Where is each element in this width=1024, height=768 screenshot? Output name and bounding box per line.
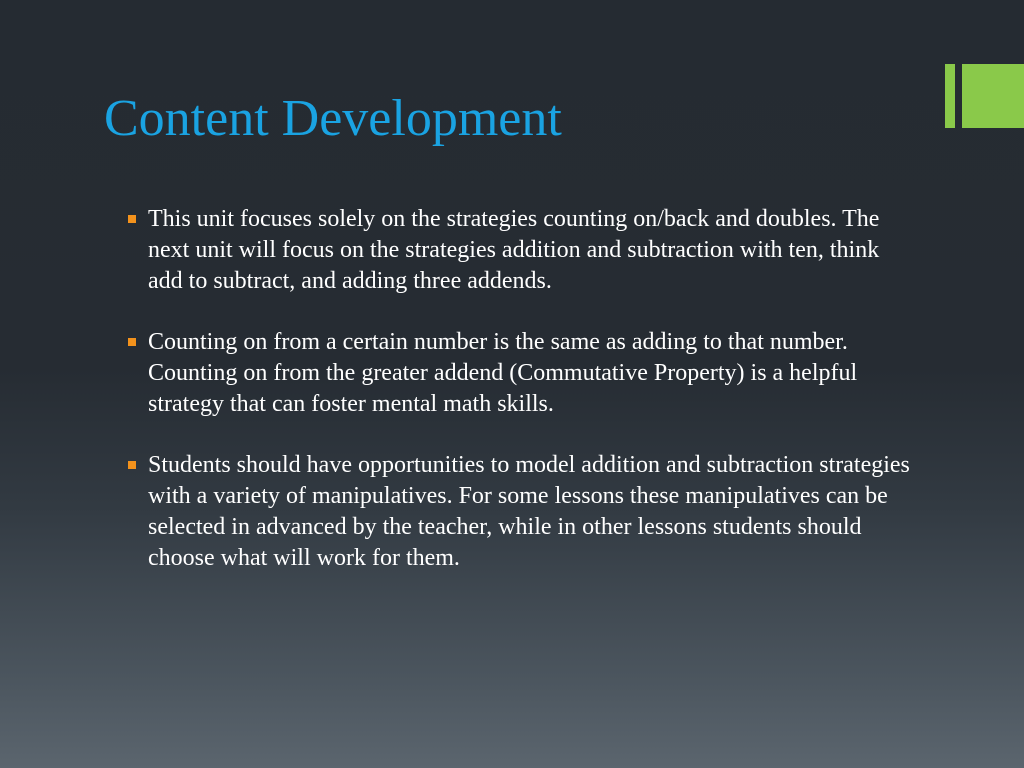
bullet-item — [126, 327, 916, 420]
square-bullet-icon — [128, 338, 136, 346]
bullet-list — [126, 204, 916, 604]
square-bullet-icon — [128, 215, 136, 223]
accent-bar-wide — [962, 64, 1024, 128]
bullet-item — [126, 204, 916, 297]
slide-title: Content Development — [104, 90, 562, 147]
bullet-text: Students should have opportunities to model addition and subtraction strategies with a variety of manipulatives. For some lessons these manipulatives can be selected in advanced by the teacher, while in other lessons students should choose what will work for them. — [148, 452, 910, 571]
bullet-text: This unit focuses solely on the strategies counting on/back and doubles. The next unit will focus on the strategies addition and subtraction with ten, think add to subtract, and adding three addends. — [148, 206, 880, 294]
bullet-item — [126, 450, 916, 574]
square-bullet-icon — [128, 461, 136, 469]
bullet-text: Counting on from a certain number is the same as adding to that number. Counting on from the greater addend (Commutative Property) is a helpful strategy that can foster mental math skills. — [148, 329, 858, 417]
accent-bar-thin — [945, 64, 955, 128]
